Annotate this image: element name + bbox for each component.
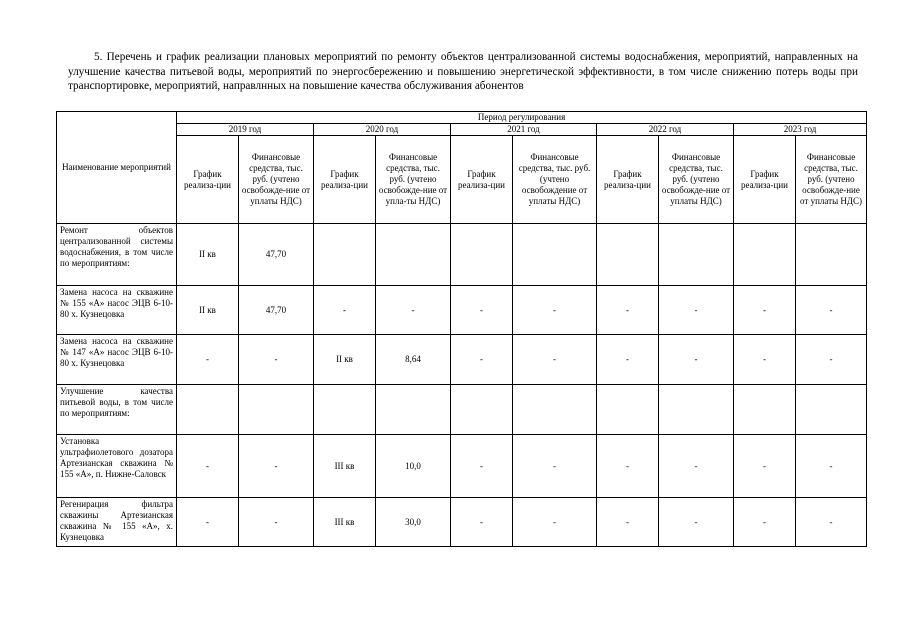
table-row [57, 224, 867, 286]
year-header: 2021 год [451, 124, 597, 136]
schedule-header: График реализа-ции [451, 136, 513, 224]
schedule-cell: - [451, 286, 513, 335]
schedule-cell [734, 385, 796, 435]
schedule-cell: - [597, 335, 659, 385]
finance-cell: 8,64 [376, 335, 451, 385]
schedule-cell: II кв [314, 335, 376, 385]
schedule-cell: II кв [177, 286, 239, 335]
schedule-cell: - [597, 435, 659, 498]
finance-header: Финансовые средства, тыс. руб. (учтено освобожде-ние от уплаты НДС) [659, 136, 734, 224]
schedule-cell: - [734, 435, 796, 498]
measure-name-cell: Замена насоса на скважине № 147 «А» насос ЭЦВ 6-10-80 х. Кузнецовка [57, 335, 177, 385]
year-header: 2019 год [177, 124, 314, 136]
measure-name-cell: Регенирация фильтра скважины Артезианская скважина № 155 «А», х. Кузнецовка [57, 498, 177, 547]
schedule-cell: - [451, 435, 513, 498]
schedule-cell [451, 224, 513, 286]
finance-cell: 30,0 [376, 498, 451, 547]
heading-text: 5. Перечень и график реализации плановых мероприятий по ремонту объектов централизованной системы водоснабжения, мероприятий, направленных на улучшение качества питьевой воды, мероприятий по энергосбережению и повышению энергетической эффективности, в том числе снижению потерь воды при транспортировке, мероприятий, направлнных на повышение качества обслуживания абонентов [68, 51, 858, 92]
schedule-cell: II кв [177, 224, 239, 286]
finance-cell: 47,70 [239, 224, 314, 286]
finance-cell: - [513, 435, 597, 498]
schedule-cell [451, 385, 513, 435]
finance-header: Финансовые средства, тыс. руб. (учтено освобожде-ние от упла-ты НДС) [376, 136, 451, 224]
schedule-cell [314, 224, 376, 286]
finance-cell: - [239, 335, 314, 385]
finance-cell: - [659, 498, 734, 547]
measure-name-cell: Улучшение качества питьевой воды, в том числе по мероприятиям: [57, 385, 177, 435]
finance-cell: - [513, 498, 597, 547]
header-row-period [57, 112, 867, 124]
schedule-cell [734, 224, 796, 286]
schedule-header: График реализа-ции [314, 136, 376, 224]
schedule-cell: - [451, 498, 513, 547]
schedule-cell: III кв [314, 498, 376, 547]
schedule-cell [314, 385, 376, 435]
schedule-cell: - [451, 335, 513, 385]
finance-cell: - [239, 435, 314, 498]
period-header: Период регулирования [177, 112, 867, 124]
schedule-header: График реализа-ции [177, 136, 239, 224]
header-row-columns [57, 136, 867, 224]
schedule-cell: - [734, 335, 796, 385]
finance-cell [513, 224, 597, 286]
finance-cell: - [796, 335, 867, 385]
measure-name-cell: Ремонт объектов централизованной системы водоснабжения, в том числе по мероприятиям: [57, 224, 177, 286]
schedule-cell: - [734, 286, 796, 335]
schedule-cell: III кв [314, 435, 376, 498]
schedule-cell: - [734, 498, 796, 547]
finance-cell: - [659, 335, 734, 385]
finance-cell: - [796, 435, 867, 498]
table-row [57, 335, 867, 385]
schedule-cell: - [597, 286, 659, 335]
finance-cell: - [659, 286, 734, 335]
schedule-header: График реализа-ции [734, 136, 796, 224]
year-header: 2023 год [734, 124, 867, 136]
schedule-cell: - [177, 335, 239, 385]
finance-cell: - [796, 498, 867, 547]
finance-cell: - [513, 286, 597, 335]
year-header: 2022 год [597, 124, 734, 136]
finance-cell [659, 224, 734, 286]
finance-header: Финансовые средства, тыс. руб. (учтено освобожде-ние от уплаты НДС) [239, 136, 314, 224]
table-row [57, 498, 867, 547]
finance-cell: 10,0 [376, 435, 451, 498]
year-header: 2020 год [314, 124, 451, 136]
finance-cell [376, 224, 451, 286]
finance-cell [239, 385, 314, 435]
finance-cell: - [796, 286, 867, 335]
section-heading [68, 50, 858, 94]
measures-table [56, 111, 867, 547]
schedule-cell: - [314, 286, 376, 335]
finance-cell [796, 224, 867, 286]
schedule-header: График реализа-ции [597, 136, 659, 224]
table-row [57, 286, 867, 335]
finance-cell: - [659, 435, 734, 498]
table-row [57, 435, 867, 498]
schedule-cell: - [177, 498, 239, 547]
finance-cell: - [239, 498, 314, 547]
finance-cell: 47,70 [239, 286, 314, 335]
finance-cell: - [513, 335, 597, 385]
schedule-cell: - [597, 498, 659, 547]
schedule-cell [597, 385, 659, 435]
finance-cell [659, 385, 734, 435]
finance-cell [376, 385, 451, 435]
name-column-header: Наименование мероприятий [57, 112, 177, 224]
schedule-cell [177, 385, 239, 435]
measure-name-cell: Замена насоса на скважине № 155 «А» насос ЭЦВ 6-10-80 х. Кузнецовка [57, 286, 177, 335]
finance-cell: - [376, 286, 451, 335]
table-row [57, 385, 867, 435]
schedule-cell: - [177, 435, 239, 498]
finance-header: Финансовые средства, тыс. руб. (учтено освобождение от уплаты НДС) [513, 136, 597, 224]
finance-cell [796, 385, 867, 435]
schedule-cell [597, 224, 659, 286]
finance-cell [513, 385, 597, 435]
header-row-years [57, 124, 867, 136]
measure-name-cell: Установка ультрафиолетового дозатора Артезианская скважина № 155 «А», п. Нижне-Саловск [57, 435, 177, 498]
finance-header: Финансовые средства, тыс. руб. (учтено освобожде-ние от уплаты НДС) [796, 136, 867, 224]
